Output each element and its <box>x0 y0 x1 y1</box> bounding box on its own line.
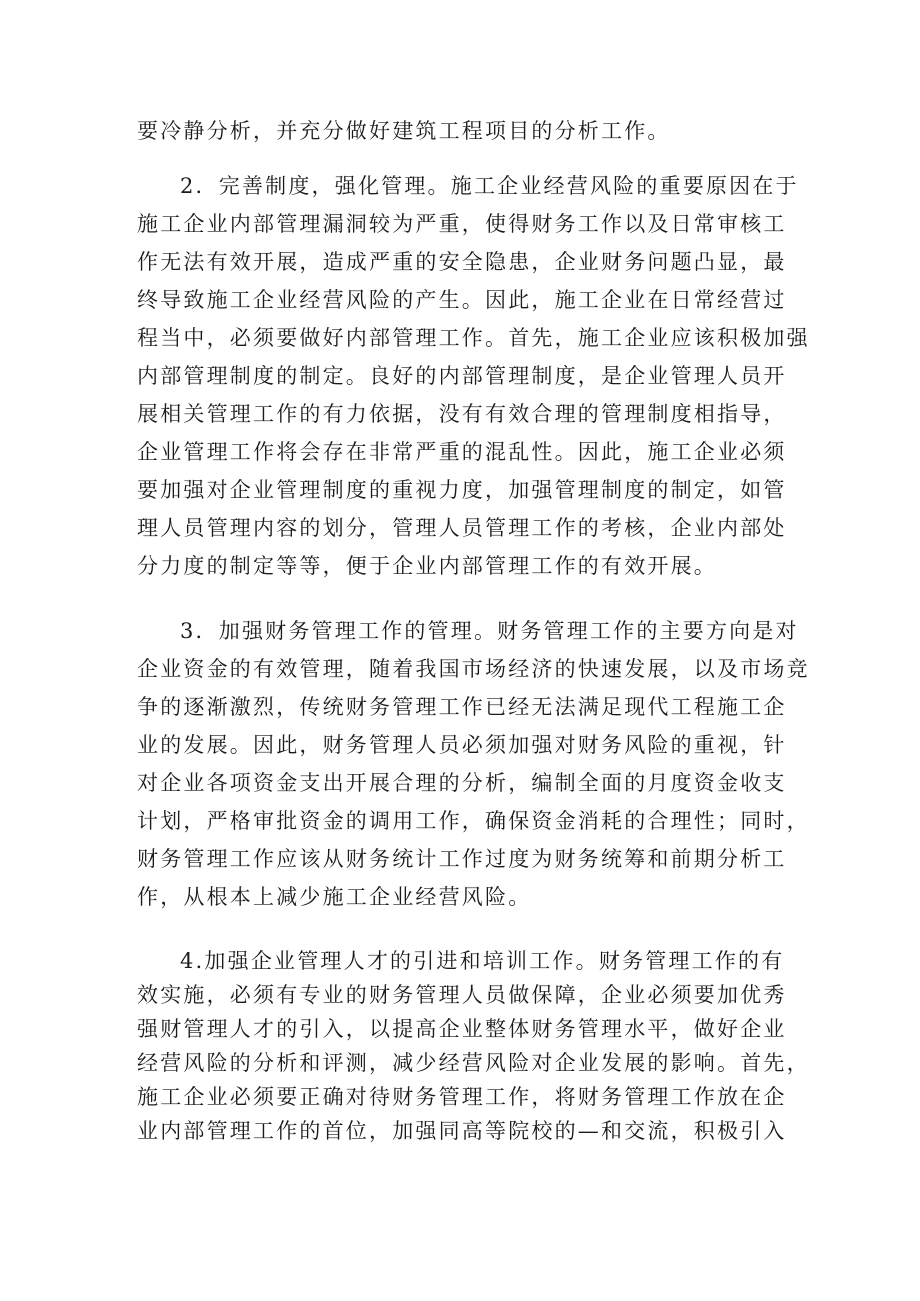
paragraph-line: 计划，严格审批资金的调用工作，确保资金消耗的合理性；同时， <box>137 809 810 833</box>
paragraph-line: 企业管理工作将会存在非常严重的混乱性。因此，施工企业必须 <box>137 440 787 464</box>
paragraph-line: 经营风险的分析和评测，减少经营风险对企业发展的影响。首先， <box>137 1051 810 1075</box>
paragraph-line: 程当中，必须要做好内部管理工作。首先，施工企业应该积极加强 <box>137 326 810 350</box>
paragraph-line: 终导致施工企业经营风险的产生。因此，施工企业在日常经营过 <box>137 288 787 312</box>
paragraph-line: 内部管理制度的制定。良好的内部管理制度，是企业管理人员开 <box>137 364 787 388</box>
paragraph-line: 作，从根本上减少施工企业经营风险。 <box>137 885 532 909</box>
paragraph-line: 对企业各项资金支出开展合理的分析，编制全面的月度资金收支 <box>137 771 787 795</box>
paragraph-line: 分力度的制定等等，便于企业内部管理工作的有效开展。 <box>137 554 717 578</box>
paragraph-line: 业的发展。因此，财务管理人员必须加强对财务风险的重视，针 <box>137 733 787 757</box>
paragraph-line: 要冷静分析，并充分做好建筑工程项目的分析工作。 <box>137 119 671 143</box>
paragraph-line: 强财管理人才的引入，以提高企业整体财务管理水平，做好企业 <box>137 1017 787 1041</box>
paragraph-line: 施工企业必须要正确对待财务管理工作，将财务管理工作放在企 <box>137 1085 787 1109</box>
paragraph-line: 要加强对企业管理制度的重视力度，加强管理制度的制定，如管 <box>137 478 787 502</box>
paragraph-line: 业内部管理工作的首位，加强同高等院校的—和交流，积极引入 <box>137 1119 787 1143</box>
paragraph-line: 争的逐渐激烈，传统财务管理工作已经无法满足现代工程施工企 <box>137 695 787 719</box>
paragraph-line: 展相关管理工作的有力依据，没有有效合理的管理制度相指导， <box>137 402 787 426</box>
paragraph-line: 财务管理工作应该从财务统计工作过度为财务统筹和前期分析工 <box>137 847 787 871</box>
paragraph-line: 理人员管理内容的划分，管理人员管理工作的考核，企业内部处 <box>137 516 787 540</box>
paragraph-line: 企业资金的有效管理，随着我国市场经济的快速发展，以及市场竞 <box>137 657 810 681</box>
paragraph-line: 效实施，必须有专业的财务管理人员做保障，企业必须要加优秀 <box>137 983 787 1007</box>
paragraph-line: 作无法有效开展，造成严重的安全隐患，企业财务问题凸显，最 <box>137 250 787 274</box>
paragraph-line: 2．完善制度，强化管理。施工企业经营风险的重要原因在于 <box>180 174 799 198</box>
paragraph-line: 4.加强企业管理人才的引进和培训工作。财务管理工作的有 <box>180 949 785 973</box>
paragraph-line: 施工企业内部管理漏洞较为严重，使得财务工作以及日常审核工 <box>137 212 787 236</box>
paragraph-line: 3．加强财务管理工作的管理。财务管理工作的主要方向是对 <box>180 619 799 643</box>
